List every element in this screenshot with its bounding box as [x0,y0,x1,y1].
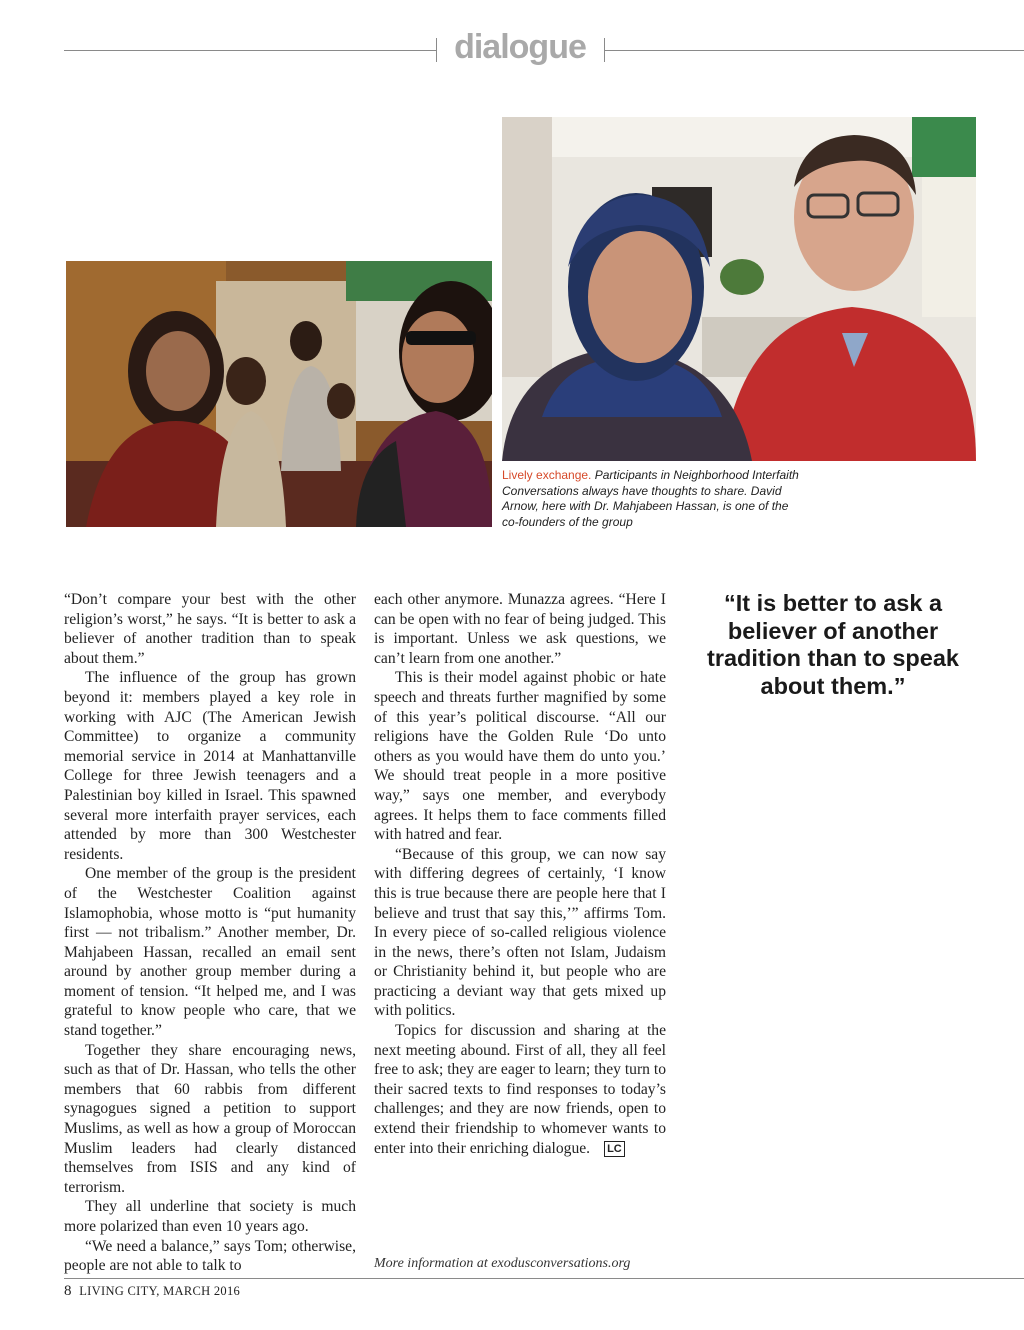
paragraph: The influence of the group has grown beyond it: members played a key role in working with AJC (The American Jewish Committee) to organize a community memorial service in 2014 at Manhattanville College for three Jewish teenagers and a Palestinian boy killed in Israel. This spawned several more interfaith prayer services, each attended by more than 300 Westchester residents. [64,669,356,863]
paragraph: each other anymore. Munazza agrees. “Here I can be open with no fear of being judged. This is important. Unless we ask questions, we can’t learn from one another.” [374,591,666,667]
paragraph: “Don’t compare your best with the other religion’s worst,” he says. “It is better to ask a believer of another tradition than to speak about them.” [64,591,356,667]
photo-caption [502,468,802,530]
caption-lead: Lively exchange. [502,468,592,482]
pull-quote: “It is better to ask a believer of another tradition than to speak about them.” [707,590,959,699]
caption-text: Participants in Neighborhood Interfaith Conversations always have thoughts to share. David Arnow, here with Dr. Mahjabeen Hassan, is one of the co-founders of the group [502,468,799,529]
paragraph-text: Topics for discussion and sharing at the next meeting abound. First of all, they all feel free to ask; they are eager to learn; they turn to their sacred texts to find responses to today’s challenges; and they are now friends, open to extend their friendship to whomever wants to enter into their enriching dialogue. [374,1022,666,1157]
paragraph: This is their model against phobic or hate speech and threats further magnified by some of this year’s political discourse. “All our religions have the Golden Rule ‘Do unto others as you would have them do unto you.’ We should treat people in a more positive way,” says one member, and everybody agrees. It helps them to face comments filled with hatred and fear. [374,669,666,844]
page-footer [64,1283,240,1300]
header-tick-left [436,38,437,62]
paragraph: They all underline that society is much more polarized than even 10 years ago. [64,1198,356,1235]
header-rule-right [604,50,1024,51]
end-mark-logo: LC [604,1141,625,1157]
page-number: 8 [64,1283,72,1299]
paragraph: “We need a balance,” says Tom; otherwise, people are not able to talk to [64,1237,356,1275]
header-rule-left [64,50,436,51]
paragraph: Together they share encouraging news, such as that of Dr. Hassan, who tells the other members that 60 rabbis from different synagogues signed a petition to support Muslims, as well as how a group of Moroccan Muslim leaders had clearly distanced themselves from ISIS and any kind of terrorism. [64,1041,356,1196]
photo-hassan-arnow [502,117,976,461]
footer-rule [64,1278,1024,1279]
article-column-2 [374,590,666,1158]
section-title: dialogue [454,28,586,66]
photo-group-conversation [66,261,492,527]
more-info-link[interactable]: More information at exodusconversations.org [374,1256,631,1271]
article-last-paragraph [374,1021,666,1158]
article-column-1 [64,590,356,1276]
paragraph: “Because of this group, we can now say with differing degrees of certainly, ‘I know this is true because there are people here that I believe and trust that say this,’” affirms Tom. In every piece of so-called religious violence in the news, there’s often not Islam, Judaism or Christianity behind it, but people who are practicing a deviant way that gets mixed up with politics. [374,845,666,1020]
publication-line: LIVING CITY, MARCH 2016 [79,1284,241,1298]
paragraph: One member of the group is the president of the Westchester Coalition against Islamophobia, whose motto is “put humanity first — not tribalism.” Another member, Dr. Mahjabeen Hassan, recalled an email sent around by another group member during a moment of tension. “It helped me, and I was grateful to know people who care, that we stand together.” [64,865,356,1040]
